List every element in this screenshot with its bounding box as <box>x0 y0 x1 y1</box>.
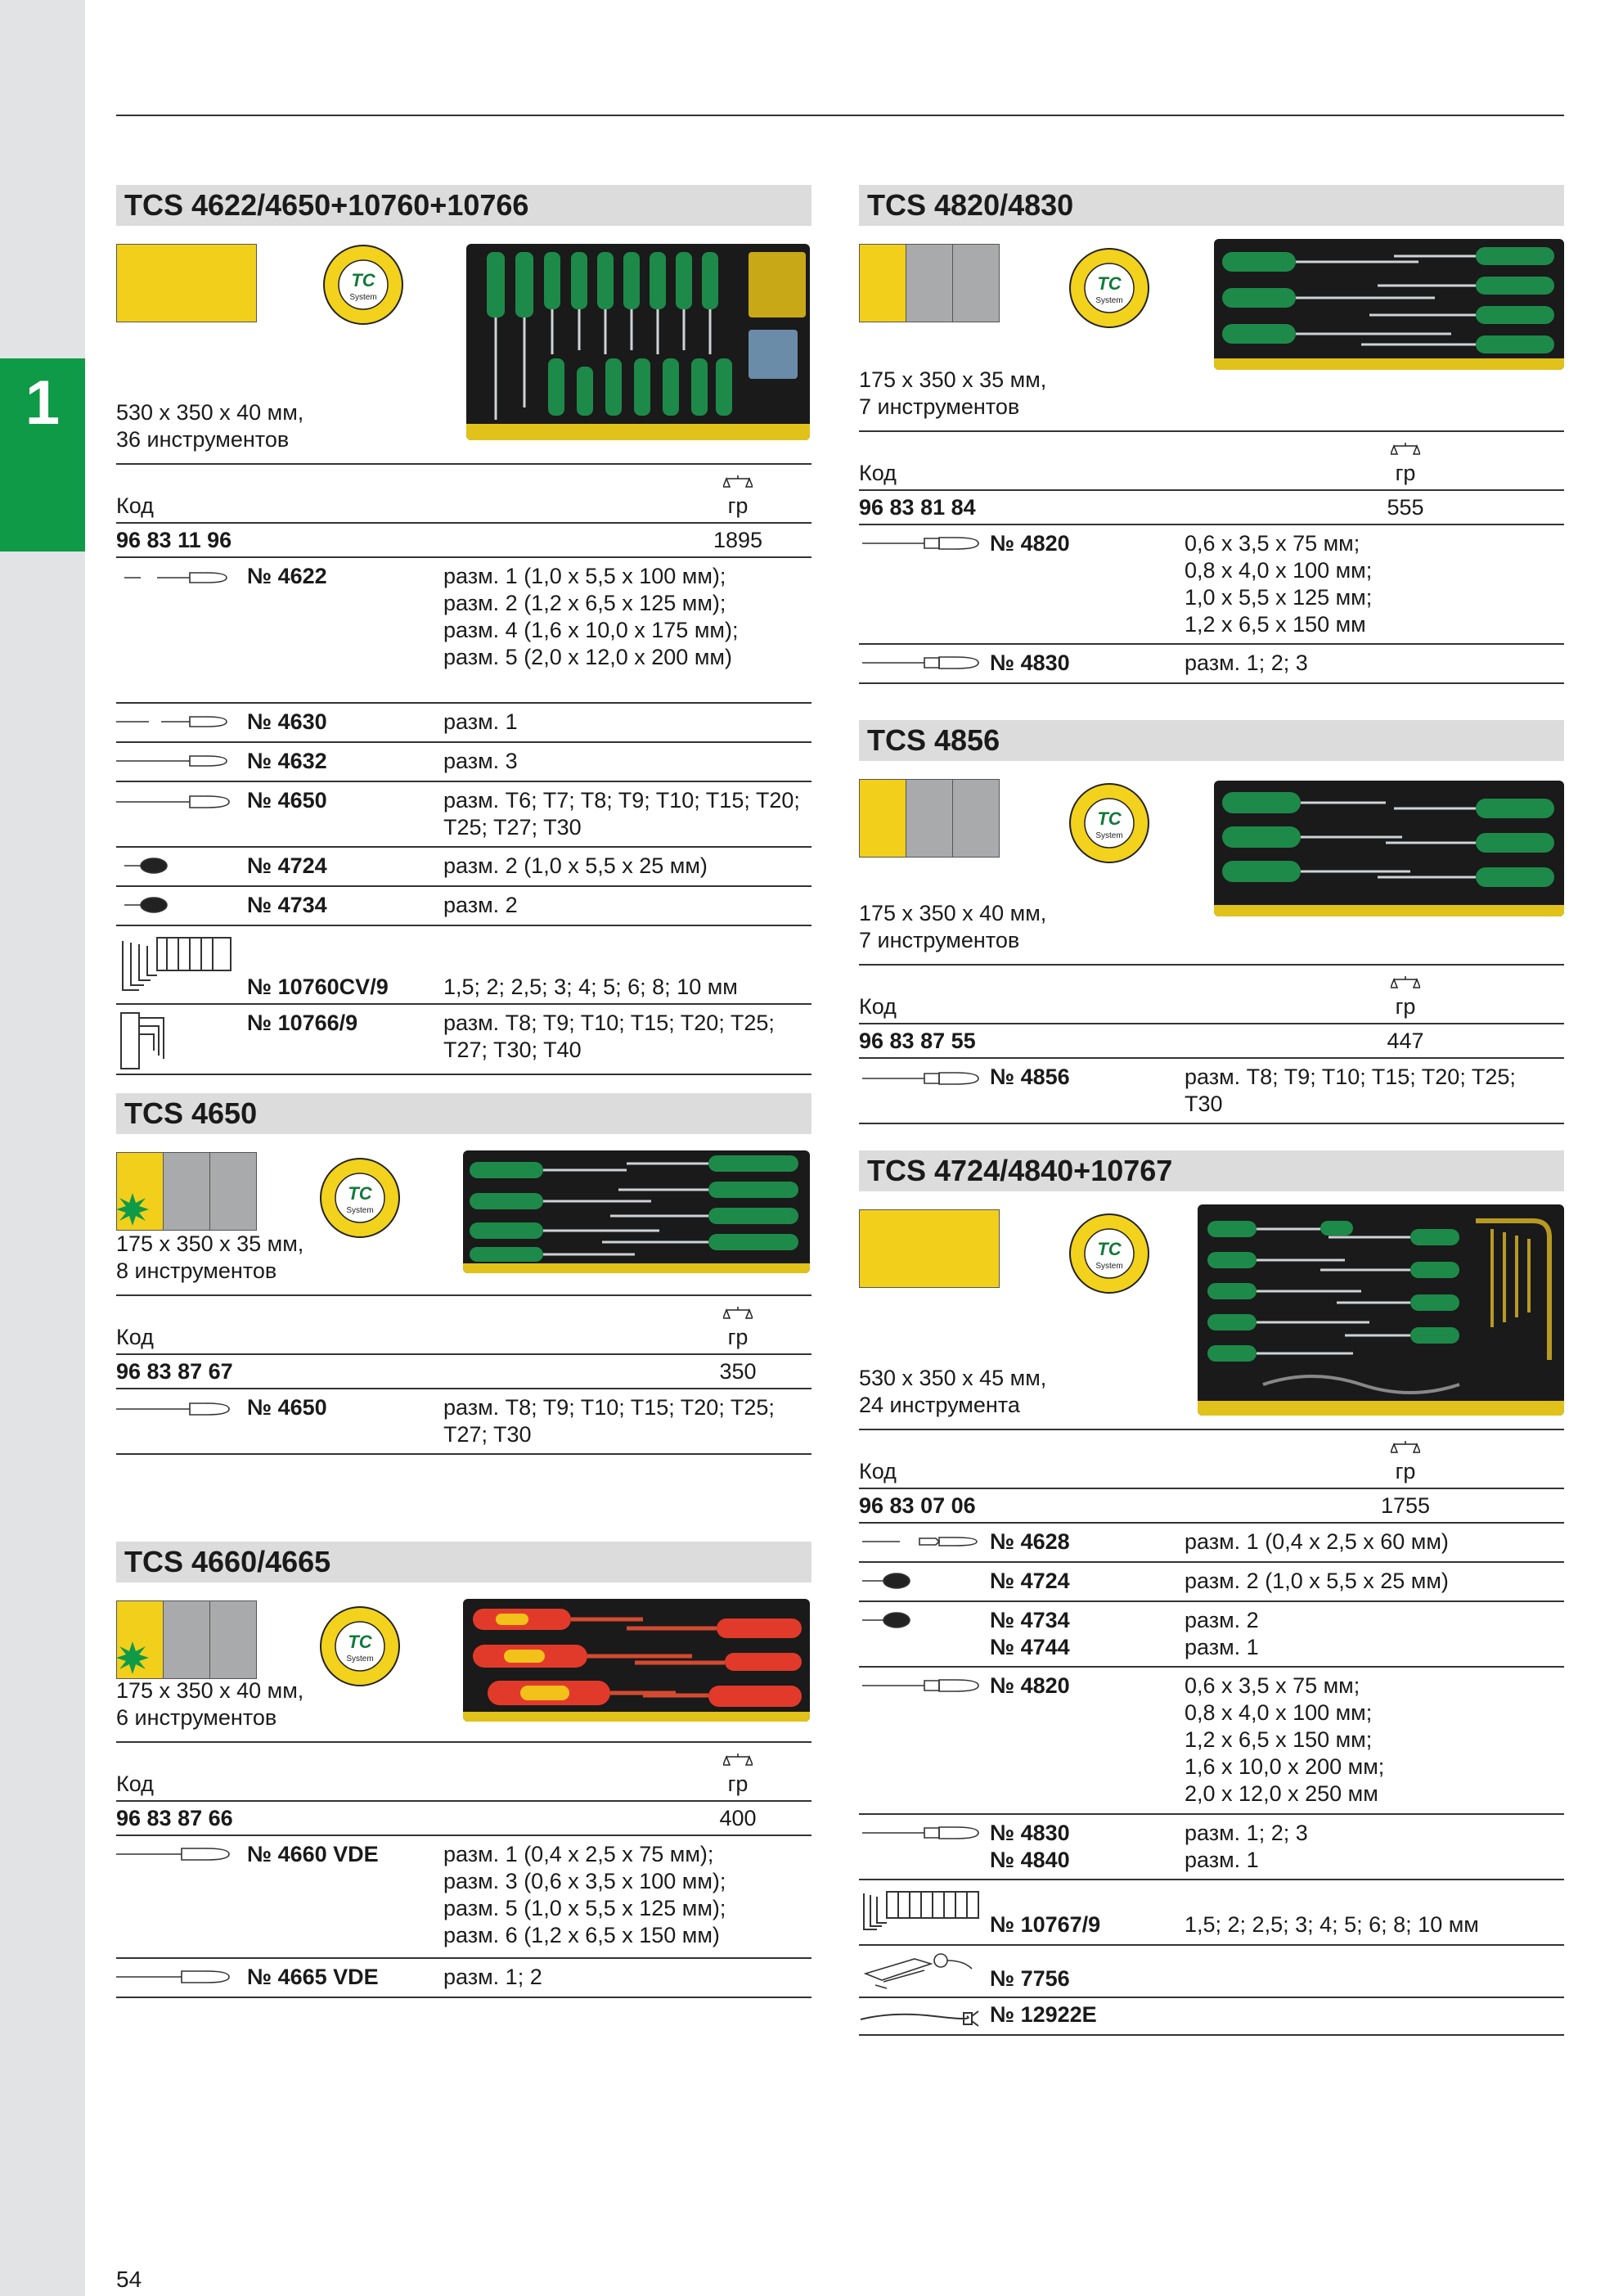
article-code: 96 83 07 06 <box>859 1493 976 1518</box>
table-header <box>859 964 1564 1024</box>
item-number: № 4830 <box>990 651 1070 675</box>
table-row <box>116 1836 812 1959</box>
torx-screwdriver-icon <box>116 794 231 810</box>
table-row <box>859 1998 1564 2036</box>
table-row <box>859 1524 1564 1563</box>
top-rule <box>116 115 1564 116</box>
section-title: TCS 4650 <box>116 1093 812 1134</box>
item-number: № 4650 <box>247 788 327 813</box>
weight-unit: гр <box>727 1325 749 1349</box>
weight-value: 555 <box>1387 495 1424 520</box>
set-count: 36 инструментов <box>116 427 290 452</box>
item-number: № 12922E <box>990 2002 1097 2027</box>
spec-table <box>116 1294 812 1455</box>
set-dimensions: 175 x 350 x 35 мм, <box>859 367 1047 392</box>
item-spec: разм. 3 <box>443 749 518 773</box>
table-row <box>116 1389 812 1455</box>
item-spec: разм. 2 (1,0 x 5,5 x 25 мм) <box>1185 1569 1449 1593</box>
phillips-screwdriver-icon <box>116 714 231 730</box>
item-number: № 4724 <box>990 1569 1070 1593</box>
item-spec: разм. 1; 2; 3 <box>1185 651 1308 675</box>
torx-screwdriver-icon <box>116 1401 231 1417</box>
item-number: № 4856 <box>990 1065 1070 1089</box>
tc-system-badge-icon <box>319 1605 401 1687</box>
tray-photo-tcs-4622 <box>466 244 810 440</box>
weight-unit: гр <box>1395 1459 1416 1483</box>
svg-text:TC: TC <box>351 270 375 290</box>
svg-text:System: System <box>1095 1262 1123 1271</box>
swatch-gray <box>209 1600 257 1679</box>
item-spec: разм. T8; T9; T10; T15; T20; T25; T27; T30; T40 <box>443 1011 775 1062</box>
table-row <box>859 1602 1564 1668</box>
swatch-yellow <box>116 244 257 322</box>
tc-system-badge-icon <box>1068 247 1150 329</box>
set-count: 6 инструментов <box>116 1705 277 1730</box>
spec-table <box>116 1741 812 1998</box>
table-row <box>859 1815 1564 1880</box>
set-count: 7 инструментов <box>859 394 1020 419</box>
table-header <box>116 1741 812 1802</box>
set-count: 24 инструмента <box>859 1393 1020 1417</box>
flex-pickup-tool-icon <box>859 2005 982 2028</box>
svg-text:TC: TC <box>348 1183 372 1204</box>
weight-unit: гр <box>727 1772 749 1796</box>
table-row <box>859 1946 1564 1998</box>
section-title: TCS 4856 <box>859 720 1564 761</box>
set-dimensions: 530 x 350 x 40 мм, <box>116 400 304 425</box>
article-code: 96 83 11 96 <box>116 528 232 552</box>
left-margin-strip <box>0 0 85 2296</box>
article-code: 96 83 81 84 <box>859 495 976 520</box>
scale-icon <box>723 1305 753 1323</box>
new-product-star-icon <box>116 1641 149 1674</box>
table-row <box>116 743 812 782</box>
weight-value: 350 <box>719 1359 757 1384</box>
weight-column-header <box>1356 441 1454 486</box>
weight-column-header <box>689 474 787 519</box>
code-label: Код <box>116 1772 154 1796</box>
voltage-tester-icon <box>859 1949 982 1992</box>
table-header <box>116 1294 812 1355</box>
set-count: 7 инструментов <box>859 928 1020 952</box>
table-row <box>859 1059 1564 1124</box>
section-title: TCS 4724/4840+10767 <box>859 1150 1564 1191</box>
spec-table <box>859 964 1564 1124</box>
code-label: Код <box>116 493 154 518</box>
table-row <box>116 887 812 926</box>
item-number: № 4734 № 4744 <box>990 1608 1070 1659</box>
phillips-screwdriver-icon <box>859 1825 982 1841</box>
code-row <box>116 524 812 558</box>
set-description <box>116 1677 303 1731</box>
tc-system-badge-icon <box>322 244 404 326</box>
svg-text:TC: TC <box>348 1632 372 1652</box>
table-row <box>116 1959 812 1998</box>
svg-text:TC: TC <box>1097 273 1122 294</box>
phillips-screwdriver-icon <box>116 753 231 769</box>
section-tcs-4650 <box>116 1093 812 1447</box>
code-label: Код <box>116 1325 154 1349</box>
item-number: № 10767/9 <box>990 1912 1101 1937</box>
code-label: Код <box>859 1459 897 1483</box>
table-header <box>116 463 812 524</box>
item-spec: разм. 2 разм. 1 <box>1185 1608 1259 1659</box>
stubby-screwdriver-icon <box>859 1571 982 1591</box>
set-dimensions: 175 x 350 x 40 мм, <box>859 901 1047 925</box>
set-count: 8 инструментов <box>116 1258 277 1283</box>
code-row <box>116 1355 812 1389</box>
set-description <box>859 367 1046 421</box>
swatch-yellow <box>859 779 906 858</box>
set-dimensions: 175 x 350 x 40 мм, <box>116 1678 304 1703</box>
item-spec: разм. 1; 2; 3 разм. 1 <box>1185 1821 1308 1872</box>
section-tcs-4622 <box>116 185 812 1062</box>
set-dimensions: 530 x 350 x 45 мм, <box>859 1366 1047 1390</box>
weight-column-header <box>1356 975 1454 1020</box>
weight-value: 400 <box>719 1806 757 1830</box>
swatch-yellow <box>859 244 906 322</box>
scale-icon <box>1391 975 1420 993</box>
item-spec: разм. 1 <box>443 709 518 734</box>
section-tcs-4724 <box>859 1150 1564 2027</box>
item-spec: 1,5; 2; 2,5; 3; 4; 5; 6; 8; 10 мм <box>1185 1912 1479 1937</box>
weight-value: 1755 <box>1380 1493 1431 1518</box>
new-product-star-icon <box>116 1193 149 1226</box>
phillips-screwdriver-icon <box>859 655 982 671</box>
article-code: 96 83 87 66 <box>116 1806 233 1830</box>
svg-text:System: System <box>346 1654 374 1663</box>
weight-value: 1895 <box>713 528 763 552</box>
table-row <box>859 525 1564 645</box>
code-row <box>116 1802 812 1836</box>
slotted-screwdriver-icon <box>859 535 982 551</box>
svg-text:System: System <box>1095 296 1123 305</box>
tc-system-badge-icon <box>1068 1213 1150 1294</box>
item-spec: разм. 1 (0,4 x 2,5 x 75 мм); разм. 3 (0,6 x 3,5 x 100 мм); разм. 5 (1,0 x 5,5 x 125 мм); разм. 6 (1,2 x 6,5 x 150 мм) <box>443 1842 726 1947</box>
table-row <box>116 1005 812 1075</box>
item-number: № 4820 <box>990 531 1070 556</box>
item-spec: разм. T8; T9; T10; T15; T20; T25; T27; T30 <box>443 1395 775 1447</box>
item-number: № 4660 VDE <box>247 1842 379 1866</box>
code-row <box>859 1489 1564 1524</box>
item-spec: разм. 1 (0,4 x 2,5 x 60 мм) <box>1185 1529 1449 1554</box>
section-title: TCS 4820/4830 <box>859 185 1564 226</box>
code-label: Код <box>859 461 897 485</box>
item-spec: разм. T6; T7; T8; T9; T10; T15; T20; T25; T27; T30 <box>443 788 800 840</box>
item-number: № 4734 <box>247 893 327 917</box>
svg-text:System: System <box>349 293 377 302</box>
weight-column-header <box>689 1305 787 1350</box>
spec-table <box>116 463 812 1075</box>
scale-icon <box>723 1752 753 1770</box>
table-row <box>859 1563 1564 1602</box>
item-spec: разм. 2 <box>443 893 518 917</box>
swatch-gray <box>209 1152 257 1231</box>
weight-value: 447 <box>1387 1029 1424 1053</box>
item-number: № 4630 <box>247 709 327 734</box>
item-number: № 4622 <box>247 564 327 588</box>
slotted-screwdriver-icon <box>116 569 231 586</box>
table-row <box>859 645 1564 684</box>
chapter-number: 1 <box>25 368 61 438</box>
table-row <box>116 848 812 887</box>
section-title: TCS 4660/4665 <box>116 1542 812 1582</box>
table-row <box>116 704 812 743</box>
weight-column-header <box>689 1752 787 1797</box>
item-spec: разм. 1; 2 <box>443 1965 542 1989</box>
code-row <box>859 1024 1564 1059</box>
scale-icon <box>723 474 753 492</box>
scale-icon <box>1391 1439 1420 1457</box>
set-description <box>116 1231 303 1285</box>
svg-text:System: System <box>1095 831 1123 840</box>
item-spec: 0,6 x 3,5 x 75 мм; 0,8 x 4,0 x 100 мм; 1,2 x 6,5 x 150 мм; 1,6 x 10,0 x 200 мм; 2,0 x 12,0 x 250 мм <box>1185 1673 1385 1806</box>
item-number: № 4628 <box>990 1529 1070 1554</box>
swatch-gray <box>906 244 953 322</box>
swatch-gray <box>906 779 953 858</box>
section-tcs-4856 <box>859 720 1564 1116</box>
scale-icon <box>1391 441 1420 459</box>
tray-photo-tcs-4724 <box>1198 1204 1564 1416</box>
tray-photo-tcs-4660 <box>463 1599 810 1722</box>
item-number: № 4665 VDE <box>247 1965 379 1989</box>
hex-key-set-icon <box>116 933 239 998</box>
set-dimensions: 175 x 350 x 35 мм, <box>116 1231 304 1256</box>
table-row <box>116 926 812 1005</box>
torx-screwdriver-icon <box>859 1070 982 1087</box>
svg-text:System: System <box>346 1206 374 1215</box>
set-description <box>859 1365 1046 1419</box>
item-spec: разм. 1 (1,0 x 5,5 x 100 мм); разм. 2 (1,2 x 6,5 x 125 мм); разм. 4 (1,6 x 10,0 x 175 мм); разм. 5 (2,0 x 12,0 x 200 мм) <box>443 564 739 669</box>
section-tcs-4660 <box>116 1542 812 1989</box>
article-code: 96 83 87 55 <box>859 1029 976 1053</box>
item-number: № 4632 <box>247 749 327 773</box>
page-number: 54 <box>116 2267 142 2292</box>
table-header <box>859 1429 1564 1489</box>
code-label: Код <box>859 994 897 1019</box>
item-number: № 10766/9 <box>247 1011 358 1035</box>
tray-photo-tcs-4856 <box>1214 781 1564 916</box>
hex-key-set-icon <box>859 1887 982 1936</box>
item-spec: 1,5; 2; 2,5; 3; 4; 5; 6; 8; 10 мм <box>443 975 738 999</box>
code-row <box>859 491 1564 525</box>
spec-table <box>859 430 1564 684</box>
weight-column-header <box>1356 1439 1454 1484</box>
item-spec: 0,6 x 3,5 x 75 мм; 0,8 x 4,0 x 100 мм; 1,0 x 5,5 x 125 мм; 1,2 x 6,5 x 150 мм <box>1185 531 1373 637</box>
slotted-screwdriver-icon <box>859 1677 982 1694</box>
item-spec: разм. T8; T9; T10; T15; T20; T25; T30 <box>1185 1065 1516 1116</box>
tray-photo-tcs-4820 <box>1214 239 1564 370</box>
svg-text:TC: TC <box>1097 808 1122 829</box>
table-row <box>116 782 812 848</box>
swatch-gray <box>952 779 1000 858</box>
svg-text:TC: TC <box>1097 1239 1122 1259</box>
swatch-gray <box>163 1600 210 1679</box>
item-number: № 4820 <box>990 1673 1070 1698</box>
swatch-yellow <box>859 1209 1000 1288</box>
section-title: TCS 4622/4650+10760+10766 <box>116 185 812 226</box>
section-tcs-4820 <box>859 185 1564 675</box>
tray-photo-tcs-4650 <box>463 1150 810 1273</box>
vde-screwdriver-icon <box>116 1846 231 1862</box>
item-number: № 4650 <box>247 1395 327 1420</box>
article-code: 96 83 87 67 <box>116 1359 233 1384</box>
table-header <box>859 430 1564 491</box>
set-description <box>859 900 1046 954</box>
swatch-gray <box>952 244 1000 322</box>
weight-unit: гр <box>727 493 749 518</box>
table-row <box>859 1880 1564 1946</box>
item-number: № 7756 <box>990 1966 1070 1991</box>
item-spec: разм. 2 (1,0 x 5,5 x 25 мм) <box>443 853 708 878</box>
stubby-screwdriver-icon <box>859 1610 982 1630</box>
item-number: № 4724 <box>247 853 327 878</box>
tc-system-badge-icon <box>1068 782 1150 864</box>
item-number: № 4830 № 4840 <box>990 1821 1070 1872</box>
table-row <box>859 1668 1564 1815</box>
swatch-gray <box>163 1152 210 1231</box>
item-number: № 10760CV/9 <box>247 975 389 999</box>
precision-screwdriver-icon <box>859 1533 982 1550</box>
weight-unit: гр <box>1395 994 1416 1019</box>
table-row <box>116 558 812 704</box>
tc-system-badge-icon <box>319 1157 401 1239</box>
stubby-screwdriver-icon <box>116 856 231 876</box>
stubby-screwdriver-icon <box>116 895 231 915</box>
spec-table <box>859 1429 1564 2036</box>
weight-unit: гр <box>1395 461 1416 485</box>
set-description <box>116 399 303 453</box>
torx-key-set-icon <box>116 1010 182 1072</box>
vde-screwdriver-icon <box>116 1969 231 1985</box>
